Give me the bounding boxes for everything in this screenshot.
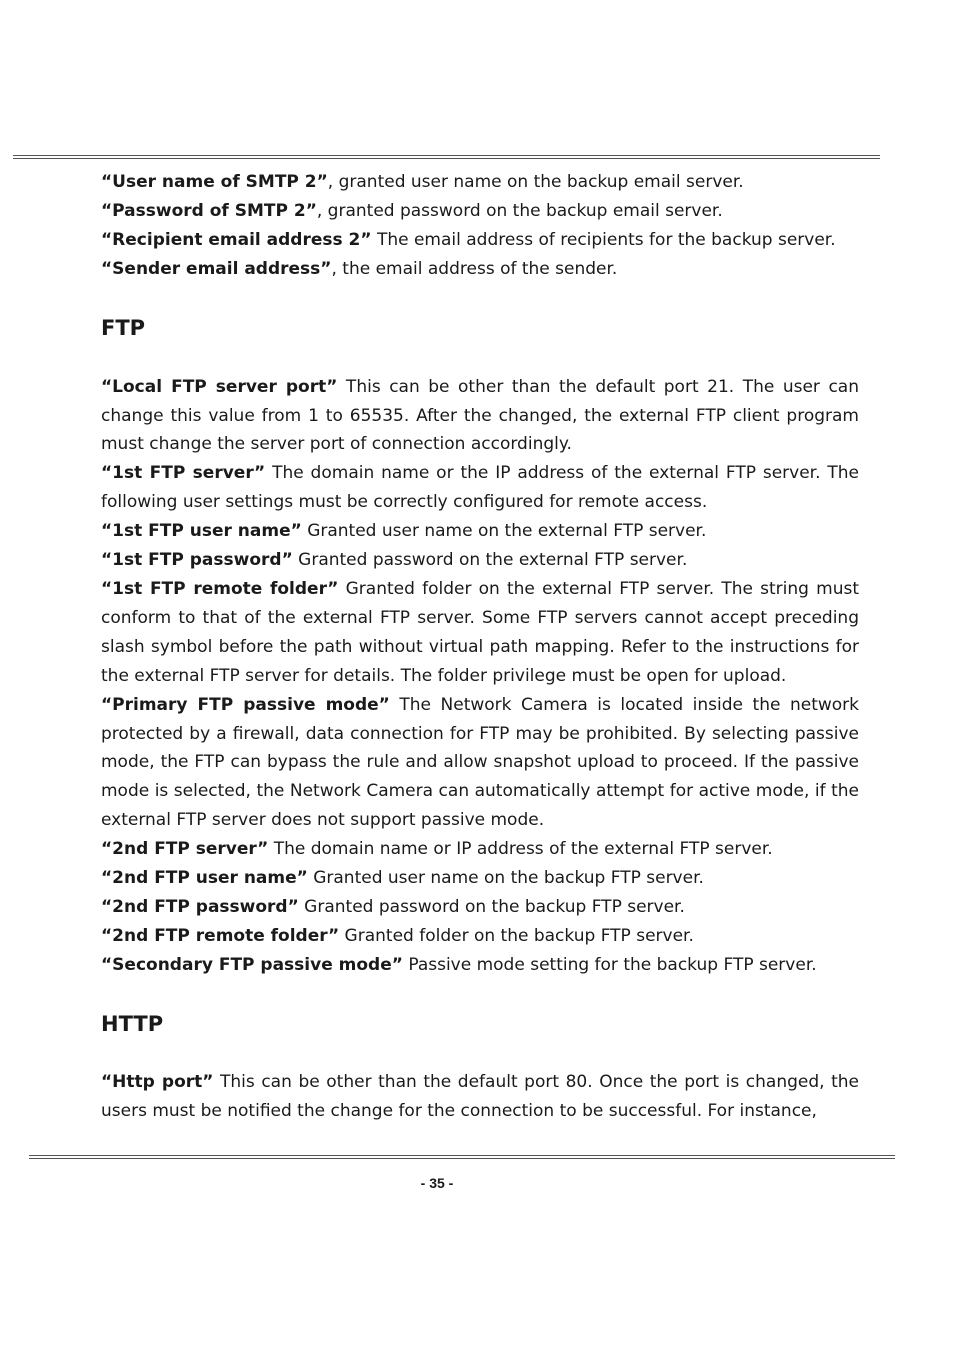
http-item-port (101, 1068, 859, 1126)
description: , granted password on the backup email server. (316, 200, 723, 221)
term: “Sender email address” (101, 258, 332, 279)
term: “User name of SMTP 2” (101, 172, 328, 192)
term: “Password of SMTP 2” (101, 200, 317, 221)
smtp-item-user-name (101, 168, 859, 197)
description: Granted password on the external FTP server. (292, 550, 688, 571)
term: “2nd FTP server” (101, 839, 269, 860)
description: Granted folder on the external FTP server. The string must conform to that of the external FTP server. Some FTP servers cannot accept preceding slash symbol before the path without virtual path mapping. Refer to the instructions for the external FTP server for details. The folder privilege must be open for upload. (101, 578, 859, 686)
ftp-item-2nd-server (101, 835, 859, 864)
ftp-item-local-port (101, 373, 859, 460)
description: The email address of recipients for the backup server. (371, 229, 836, 250)
description: The domain name or IP address of the external FTP server. (268, 839, 773, 860)
term: “2nd FTP password” (101, 896, 299, 917)
term: “Secondary FTP passive mode” (101, 954, 403, 975)
term: “1st FTP password” (101, 550, 293, 571)
description: The Network Camera is located inside the network protected by a firewall, data connection for FTP may be prohibited. By selecting passive mode, the FTP can bypass the rule and allow snapshot upload to proceed. If the passive mode is selected, the Network Camera can automatically attempt for active mode, if the external FTP server does not support passive mode. (101, 694, 859, 831)
ftp-item-2nd-remote-folder (101, 922, 859, 951)
page-number: - 35 - (420, 1175, 454, 1191)
term: “1st FTP user name” (101, 521, 302, 542)
header-rule (13, 155, 880, 159)
ftp-item-2nd-password (101, 893, 859, 922)
term: “2nd FTP user name” (101, 868, 308, 889)
description: The domain name or the IP address of the external FTP server. The following user settings must be correctly configured for remote access. (101, 463, 859, 513)
ftp-item-2nd-user-name (101, 864, 859, 893)
term: “Recipient email address 2” (101, 229, 372, 250)
ftp-item-1st-user-name (101, 517, 859, 546)
ftp-item-1st-remote-folder (101, 575, 859, 691)
description: Passive mode setting for the backup FTP server. (402, 954, 817, 975)
description: This can be other than the default port 80. Once the port is changed, the users must be notified the change for the connection to be successful. For instance, (101, 1071, 860, 1121)
description: Granted user name on the backup FTP server. (307, 868, 704, 889)
ftp-item-primary-passive-mode (101, 691, 859, 836)
term: “Http port” (101, 1071, 214, 1092)
smtp-item-sender (101, 255, 859, 284)
description: Granted user name on the external FTP server. (301, 521, 707, 542)
description: , granted user name on the backup email server. (327, 172, 744, 192)
page-content (101, 168, 859, 1125)
ftp-item-1st-server (101, 459, 859, 517)
section-heading-ftp: FTP (101, 315, 146, 340)
smtp-item-password (101, 197, 859, 226)
section-heading-http: HTTP (101, 1011, 164, 1036)
term: “Primary FTP passive mode” (101, 694, 390, 715)
smtp-item-recipient (101, 226, 859, 255)
ftp-item-secondary-passive-mode (101, 951, 859, 980)
ftp-item-1st-password (101, 546, 859, 575)
term: “Local FTP server port” (101, 376, 338, 397)
description: Granted password on the backup FTP server. (298, 896, 685, 917)
term: “2nd FTP remote folder” (101, 925, 340, 946)
description: Granted folder on the backup FTP server. (339, 925, 694, 946)
description: This can be other than the default port 21. The user can change this value from 1 to 65535. After the changed, the external FTP client program must change the server port of connection accordingly. (101, 376, 859, 455)
description: , the email address of the sender. (331, 258, 618, 279)
term: “1st FTP server” (101, 463, 266, 484)
term: “1st FTP remote folder” (101, 578, 339, 599)
footer-rule (29, 1155, 895, 1159)
